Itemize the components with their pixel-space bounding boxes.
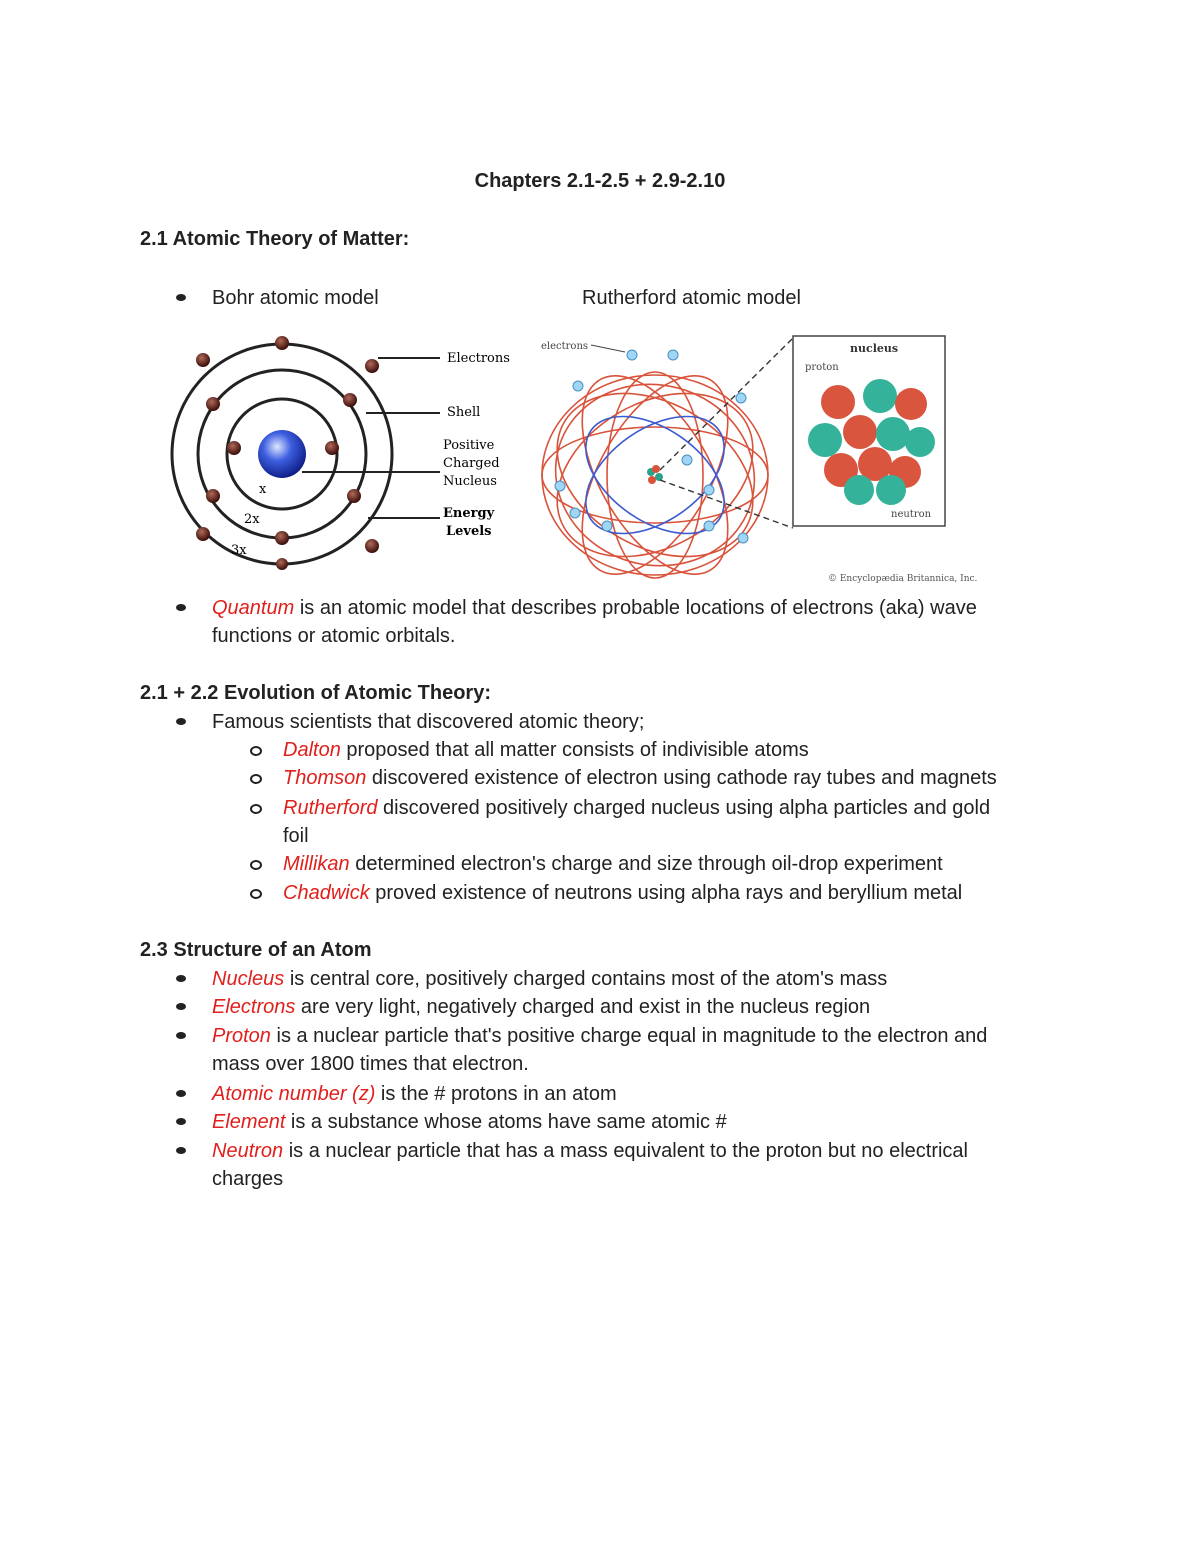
term-quantum: Quantum bbox=[212, 597, 295, 619]
label-proton: proton bbox=[805, 362, 839, 373]
term-element: Element bbox=[212, 1111, 286, 1133]
scientist-thomson bbox=[283, 764, 997, 792]
element-text: is a substance whose atoms have same atomic # bbox=[285, 1111, 727, 1133]
sub-bullet-icon bbox=[250, 804, 262, 814]
evolution-intro: Famous scientists that discovered atomic theory; bbox=[212, 711, 645, 733]
label-electrons-small: electrons bbox=[541, 341, 589, 352]
section-heading-structure: 2.3 Structure of an Atom bbox=[140, 939, 372, 961]
sub-bullet-icon bbox=[250, 860, 262, 870]
term-millikan: Millikan bbox=[283, 853, 350, 875]
bullet-icon bbox=[176, 975, 186, 982]
label-neutron: neutron bbox=[891, 509, 932, 520]
term-neutron: Neutron bbox=[212, 1140, 284, 1162]
bullet-icon bbox=[176, 1032, 186, 1039]
label-x: x bbox=[259, 482, 267, 497]
sub-bullet-icon bbox=[250, 889, 262, 899]
bullet-icon bbox=[176, 1147, 186, 1154]
bullet-icon bbox=[176, 1003, 186, 1010]
bohr-caption: Bohr atomic model bbox=[212, 287, 379, 309]
chadwick-text: proved existence of neutrons using alpha rays and beryllium metal bbox=[369, 882, 963, 904]
term-thomson: Thomson bbox=[283, 767, 367, 789]
structure-electrons bbox=[212, 993, 870, 1021]
term-rutherford: Rutherford bbox=[283, 797, 378, 819]
britannica-credit: © Encyclopædia Britannica, Inc. bbox=[828, 574, 978, 584]
atomic-number-text: is the # protons in an atom bbox=[375, 1083, 617, 1105]
proton-text-cont: mass over 1800 times that electron. bbox=[212, 1053, 529, 1075]
bullet-icon bbox=[176, 718, 186, 725]
label-shell: Shell bbox=[447, 405, 481, 420]
section-heading-evolution: 2.1 + 2.2 Evolution of Atomic Theory: bbox=[140, 682, 491, 704]
term-nucleus: Nucleus bbox=[212, 968, 285, 990]
structure-neutron bbox=[212, 1137, 968, 1165]
label-charged: Charged bbox=[443, 456, 500, 471]
quantum-text: is an atomic model that describes probable locations of electrons (aka) wave bbox=[294, 597, 977, 619]
term-proton: Proton bbox=[212, 1025, 271, 1047]
rutherford-text-cont: foil bbox=[283, 825, 309, 847]
bullet-icon bbox=[176, 294, 186, 301]
label-2x: 2x bbox=[244, 512, 260, 527]
bohr-atom-diagram bbox=[170, 318, 515, 568]
structure-element bbox=[212, 1108, 727, 1136]
structure-nucleus bbox=[212, 965, 887, 993]
electrons-text: are very light, negatively charged and exist in the nucleus region bbox=[295, 996, 871, 1018]
scientist-dalton bbox=[283, 736, 809, 764]
sub-bullet-icon bbox=[250, 774, 262, 784]
dalton-text: proposed that all matter consists of indivisible atoms bbox=[340, 739, 809, 761]
scientist-millikan bbox=[283, 850, 943, 878]
label-levels: Levels bbox=[446, 524, 492, 539]
rutherford-atom-diagram bbox=[535, 330, 978, 585]
label-energy: Energy bbox=[443, 506, 495, 521]
thomson-text: discovered existence of electron using cathode ray tubes and magnets bbox=[366, 767, 997, 789]
rutherford-text: discovered positively charged nucleus using alpha particles and gold bbox=[377, 797, 991, 819]
label-electrons: Electrons bbox=[447, 351, 510, 366]
term-chadwick: Chadwick bbox=[283, 882, 370, 904]
scientist-rutherford bbox=[283, 794, 990, 822]
structure-proton bbox=[212, 1022, 987, 1050]
bullet-icon bbox=[176, 604, 186, 611]
proton-text: is a nuclear particle that's positive charge equal in magnitude to the electron and bbox=[270, 1025, 988, 1047]
term-electrons: Electrons bbox=[212, 996, 296, 1018]
section-heading-atomic-theory: 2.1 Atomic Theory of Matter: bbox=[140, 228, 410, 250]
bullet-icon bbox=[176, 1090, 186, 1097]
nucleus-text: is central core, positively charged contains most of the atom's mass bbox=[284, 968, 888, 990]
label-nucleus: Nucleus bbox=[443, 474, 497, 489]
sub-bullet-icon bbox=[250, 746, 262, 756]
structure-atomic-number bbox=[212, 1080, 617, 1108]
quantum-line-2: functions or atomic orbitals. bbox=[212, 625, 456, 647]
neutron-text-cont: charges bbox=[212, 1168, 284, 1190]
label-positive: Positive bbox=[443, 438, 495, 453]
bullet-icon bbox=[176, 1118, 186, 1125]
millikan-text: determined electron's charge and size through oil-drop experiment bbox=[349, 853, 943, 875]
rutherford-caption: Rutherford atomic model bbox=[582, 287, 801, 309]
term-atomic-number: Atomic number (z) bbox=[212, 1083, 376, 1105]
term-dalton: Dalton bbox=[283, 739, 341, 761]
label-3x: 3x bbox=[231, 543, 247, 558]
page-title: Chapters 2.1-2.5 + 2.9-2.10 bbox=[474, 170, 726, 192]
label-nucleus-box: nucleus bbox=[850, 342, 899, 355]
scientist-chadwick bbox=[283, 879, 962, 907]
quantum-line-1 bbox=[212, 594, 977, 622]
neutron-text: is a nuclear particle that has a mass equivalent to the proton but no electrical bbox=[283, 1140, 968, 1162]
